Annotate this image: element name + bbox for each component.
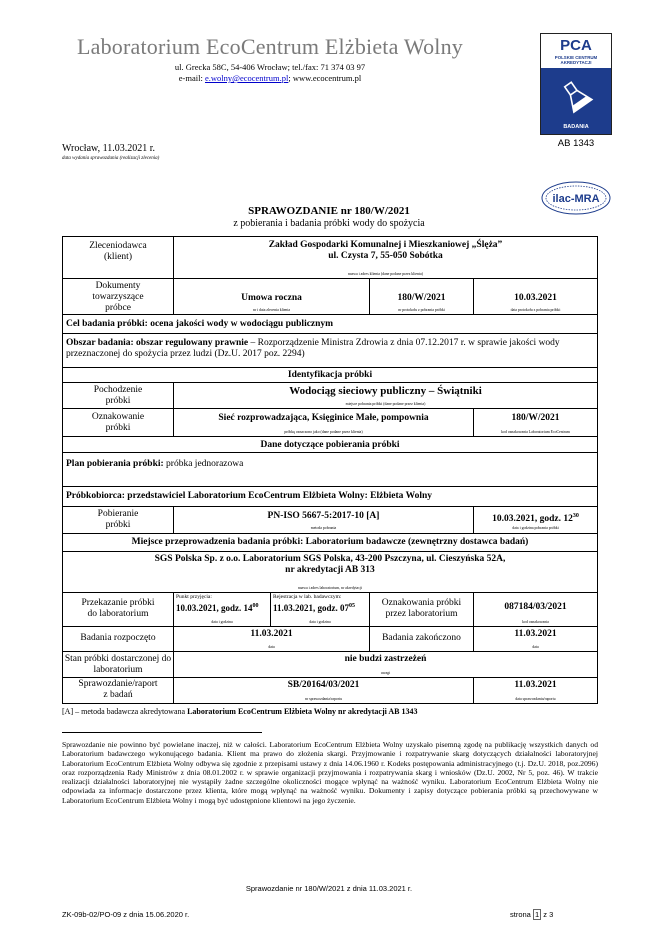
marking-caption: próbkę oznaczono jako (dane podane przez klienta) (284, 430, 363, 434)
issue-date-caption: data wydania sprawozdania (realizacji zlecenia) (62, 156, 160, 161)
report-subtitle: z pobierania i badania próbki wody do spożycia (233, 218, 425, 229)
sampling-method: PN-ISO 5667-5:2017-10 [A] (267, 511, 380, 521)
registration-value: 11.03.2021, godz. $07^{05}$ (273, 603, 356, 613)
state-caption: uwagi (380, 671, 391, 675)
address-line: ul. Grecka 58C, 54-406 Wrocław; tel./fax: 71 374 03 97 (174, 62, 366, 72)
start-cell (173, 627, 369, 651)
receipt-caption: data i godzina (211, 620, 233, 624)
sampling-datetime-caption: data i godzina pobrania próbki (512, 526, 559, 530)
handover-row (63, 593, 597, 627)
documents-value: Umowa roczna (241, 293, 302, 303)
marking-code-caption: kod oznakowania Laboratorium EcoCentrum (501, 430, 570, 434)
sampler-row (63, 487, 597, 507)
form-id: ZK-09b-02/PO-09 z dnia 15.06.2020 r. (62, 910, 190, 919)
client-address: ul. Czysta 7, 55-050 Sobótka (328, 251, 443, 261)
marking-code-cell (473, 409, 597, 436)
identification-header: Identyfikacja próbki (287, 370, 373, 380)
lab-report-date: 11.03.2021 (514, 680, 557, 690)
receipt-label: Punkt przyjęcia: (176, 594, 212, 600)
protocol-no-cell (369, 279, 473, 314)
disclaimer-text: Sprawozdanie nie powinno być powielane inaczej, niż w całości. Laboratorium EcoCentrum Elżbieta Wolny uzyskało pisemną zgodę na publikację wszystkich danych od Laboratorium badawczego wykonującego badania. Klient ma prawo do złożenia skargi. Przyjmowanie i rozpatrywanie skarg dotyczących działalności laboratoryjnej Laboratorium EcoCentrum Elżbieta Wolny odbywa się zgodnie z przepisami ustawy z dnia 14.06.1960 r. Kodeks postępowania administracyjnego (t.j. Dz.U. 2018, poz.2096) oraz rozporządzenia Rady Ministrów z dnia 08.01.2002 r. w sprawie organizacji przyjmowania i rozpatrywania skarg i wniosków (Dz.U. 2002, Nr 5, poz. 46). W trakcie realizacji działalności laboratoryjnej nie wystąpiły żadne szczególne okoliczności mogące wpłynąć na ważność wyniku. Laboratorium EcoCentrum Elżbieta Wolny nie odpowiada za informacje dostarczone przez klienta, które mogą wpłynąć na ważność wyniku. Dokumenty i zapisy dotyczące pobierania próbki są przechowywane w Laboratorium EcoCentrum Elżbieta Wolny i mogą być udostępnione klientowi na jego życzenie. (62, 740, 598, 805)
lab-report-label: Sprawozdanie/raport z badań (78, 679, 158, 700)
sampling-method-caption: metoda pobrania (310, 526, 337, 530)
sampling-row (63, 507, 597, 534)
end-label: Badania zakończono (369, 627, 473, 651)
email-prefix: e-mail: (178, 73, 205, 83)
pca-sub2: AKREDYTACJI (560, 60, 592, 65)
ilac-text: ilac-MRA (552, 193, 600, 205)
marking-code: 180/W/2021 (511, 413, 560, 423)
client-row (63, 237, 597, 279)
sampler-text: Próbkobiorca: przedstawiciel Laboratorium EcoCentrum Elżbieta Wolny: Elżbieta Wolny (66, 491, 433, 501)
lab-mark-label: Oznakowania próbki przez laboratorium (369, 593, 473, 626)
pca-sub1: POLSKIE CENTRUM (554, 55, 598, 60)
documents-caption: nr i data zlecenia klienta (252, 308, 291, 312)
client-value (173, 237, 597, 278)
report-title: SPRAWOZDANIE nr 180/W/2021 (248, 205, 410, 217)
sampling-method-cell (173, 507, 473, 533)
pca-logo (540, 33, 612, 135)
lab-code-cell (473, 593, 597, 626)
sampling-header-row (63, 437, 597, 453)
area-text: Obszar badania: obszar regulowany prawnie – Rozporządzenie Ministra Zdrowia z dnia 07.12.2017 r. w sprawie jakości wody przeznaczonej do spożycia przez ludzi (Dz.U. 2017 poz. 2294) (66, 338, 560, 359)
marking-value: Sieć rozprowadzająca, Księginice Małe, pompownia (218, 413, 429, 423)
sgs-row (63, 552, 597, 593)
sgs-caption: nazwa i adres laboratorium, nr akredytacji (297, 586, 363, 590)
dates-row (63, 627, 597, 652)
registration-caption: data i godzina (309, 620, 331, 624)
protocol-no: 180/W/2021 (397, 293, 446, 303)
lab-report-date-caption: data sprawozdania/raportu (515, 697, 556, 701)
protocol-date-caption: data protokołu z pobrania próbki (510, 308, 561, 312)
marking-value-cell (173, 409, 473, 436)
separator-rule (62, 732, 262, 733)
sgs-line2: nr akredytacji AB 313 (285, 565, 375, 575)
lab-report-value: SB/20164/03/2021 (287, 680, 360, 690)
origin-row (63, 383, 597, 409)
state-label: Stan próbki dostarczonej do laboratorium (64, 654, 172, 675)
contact-line (0, 73, 540, 84)
origin-value-cell (173, 383, 597, 408)
client-name: Zakład Gospodarki Komunalnej i Mieszkaniowej „Ślęża” (268, 240, 503, 250)
client-label: Zleceniodawca (klient) (89, 241, 147, 262)
receipt-value: 10.03.2021, godz. $14^{00}$ (176, 603, 259, 613)
email-link[interactable]: e.wolny@ecocentrum.pl (204, 73, 289, 83)
state-cell (173, 652, 597, 677)
lab-report-caption: nr sprawozdania/raportu (304, 697, 342, 701)
pca-badania: BADANIA (563, 124, 589, 130)
start-value: 11.03.2021 (250, 629, 293, 639)
receipt-cell (173, 593, 270, 626)
page-number: strona 1 z 3 (510, 910, 554, 919)
sgs-line1: SGS Polska Sp. z o.o. Laboratorium SGS Polska, 43-200 Pszczyna, ul. Cieszyńska 52A, (154, 554, 506, 564)
start-label: Badania rozpoczęto (80, 633, 156, 643)
registration-label: Rejestracja w lab. badawczym: (273, 594, 342, 600)
area-row (63, 334, 597, 368)
end-caption: data (532, 645, 539, 649)
lab-name: Laboratorium EcoCentrum Elżbieta Wolny (76, 34, 464, 59)
goal-text: Cel badania próbki: ocena jakości wody w wodociągu publicznym (66, 319, 334, 329)
lab-report-cell (173, 678, 473, 703)
lab-report-row (63, 678, 597, 703)
sgs-cell (63, 552, 597, 592)
documents-row (63, 279, 597, 315)
place-header-row (63, 534, 597, 552)
end-value: 11.03.2021 (514, 629, 557, 639)
plan-row (63, 453, 597, 487)
goal-row (63, 315, 597, 334)
identification-header-row (63, 368, 597, 383)
state-value: nie budzi zastrzeżeń (344, 654, 427, 664)
origin-label: Pochodzenie próbki (93, 385, 143, 406)
handover-label: Przekazanie próbki do laboratorium (81, 598, 155, 619)
lab-code-caption: kod oznakowania (522, 620, 549, 624)
sampling-label: Pobieranie próbki (97, 509, 139, 530)
accreditation-number: AB 1343 (557, 138, 595, 149)
pca-logo-text: PCA (560, 37, 592, 54)
protocol-date-cell (473, 279, 597, 314)
lab-report-date-cell (473, 678, 597, 703)
marking-row (63, 409, 597, 437)
issue-date: Wrocław, 11.03.2021 r. (62, 143, 156, 154)
end-cell (473, 627, 597, 651)
sampling-datetime-cell (473, 507, 597, 533)
documents-value-cell (173, 279, 369, 314)
marking-label: Oznakowanie próbki (91, 412, 145, 433)
footer-report-ref: Sprawozdanie nr 180/W/2021 z dnia 11.03.2021 r. (245, 884, 413, 893)
protocol-date: 10.03.2021 (514, 293, 557, 303)
registration-cell (270, 593, 369, 626)
lab-address (0, 62, 540, 84)
documents-label: Dokumenty towarzyszące próbce (92, 281, 144, 313)
origin-caption: miejsce pobrania próbki (dane podane przez klienta) (345, 402, 426, 406)
state-row (63, 652, 597, 678)
place-header: Miejsce przeprowadzenia badania próbki: Laboratorium badawcze (zewnętrzny dostawca badań) (131, 537, 529, 547)
sampling-header: Dane dotyczące pobierania próbki (260, 440, 400, 450)
origin-value: Wodociąg sieciowy publiczny – Świątniki (289, 385, 482, 397)
accreditation-footnote: [A] – metoda badawcza akredytowana Laboratorium EcoCentrum Elżbieta Wolny nr akredytacji AB 1343 (62, 707, 418, 716)
lab-code: 087184/03/2021 (504, 602, 567, 612)
client-caption: nazwa i adres klienta (dane podane przez klienta) (348, 272, 423, 276)
website: ; www.ecocentrum.pl (288, 73, 362, 83)
protocol-caption: nr protokołu z pobrania próbki (398, 308, 445, 312)
pca-badania-panel (541, 68, 611, 134)
start-caption: data (268, 645, 275, 649)
report-table (62, 236, 598, 704)
sampling-datetime: 10.03.2021, godz. $12^{30}$ (492, 513, 579, 525)
plan-text: Plan pobierania próbki: próbka jednorazowa (66, 459, 244, 469)
